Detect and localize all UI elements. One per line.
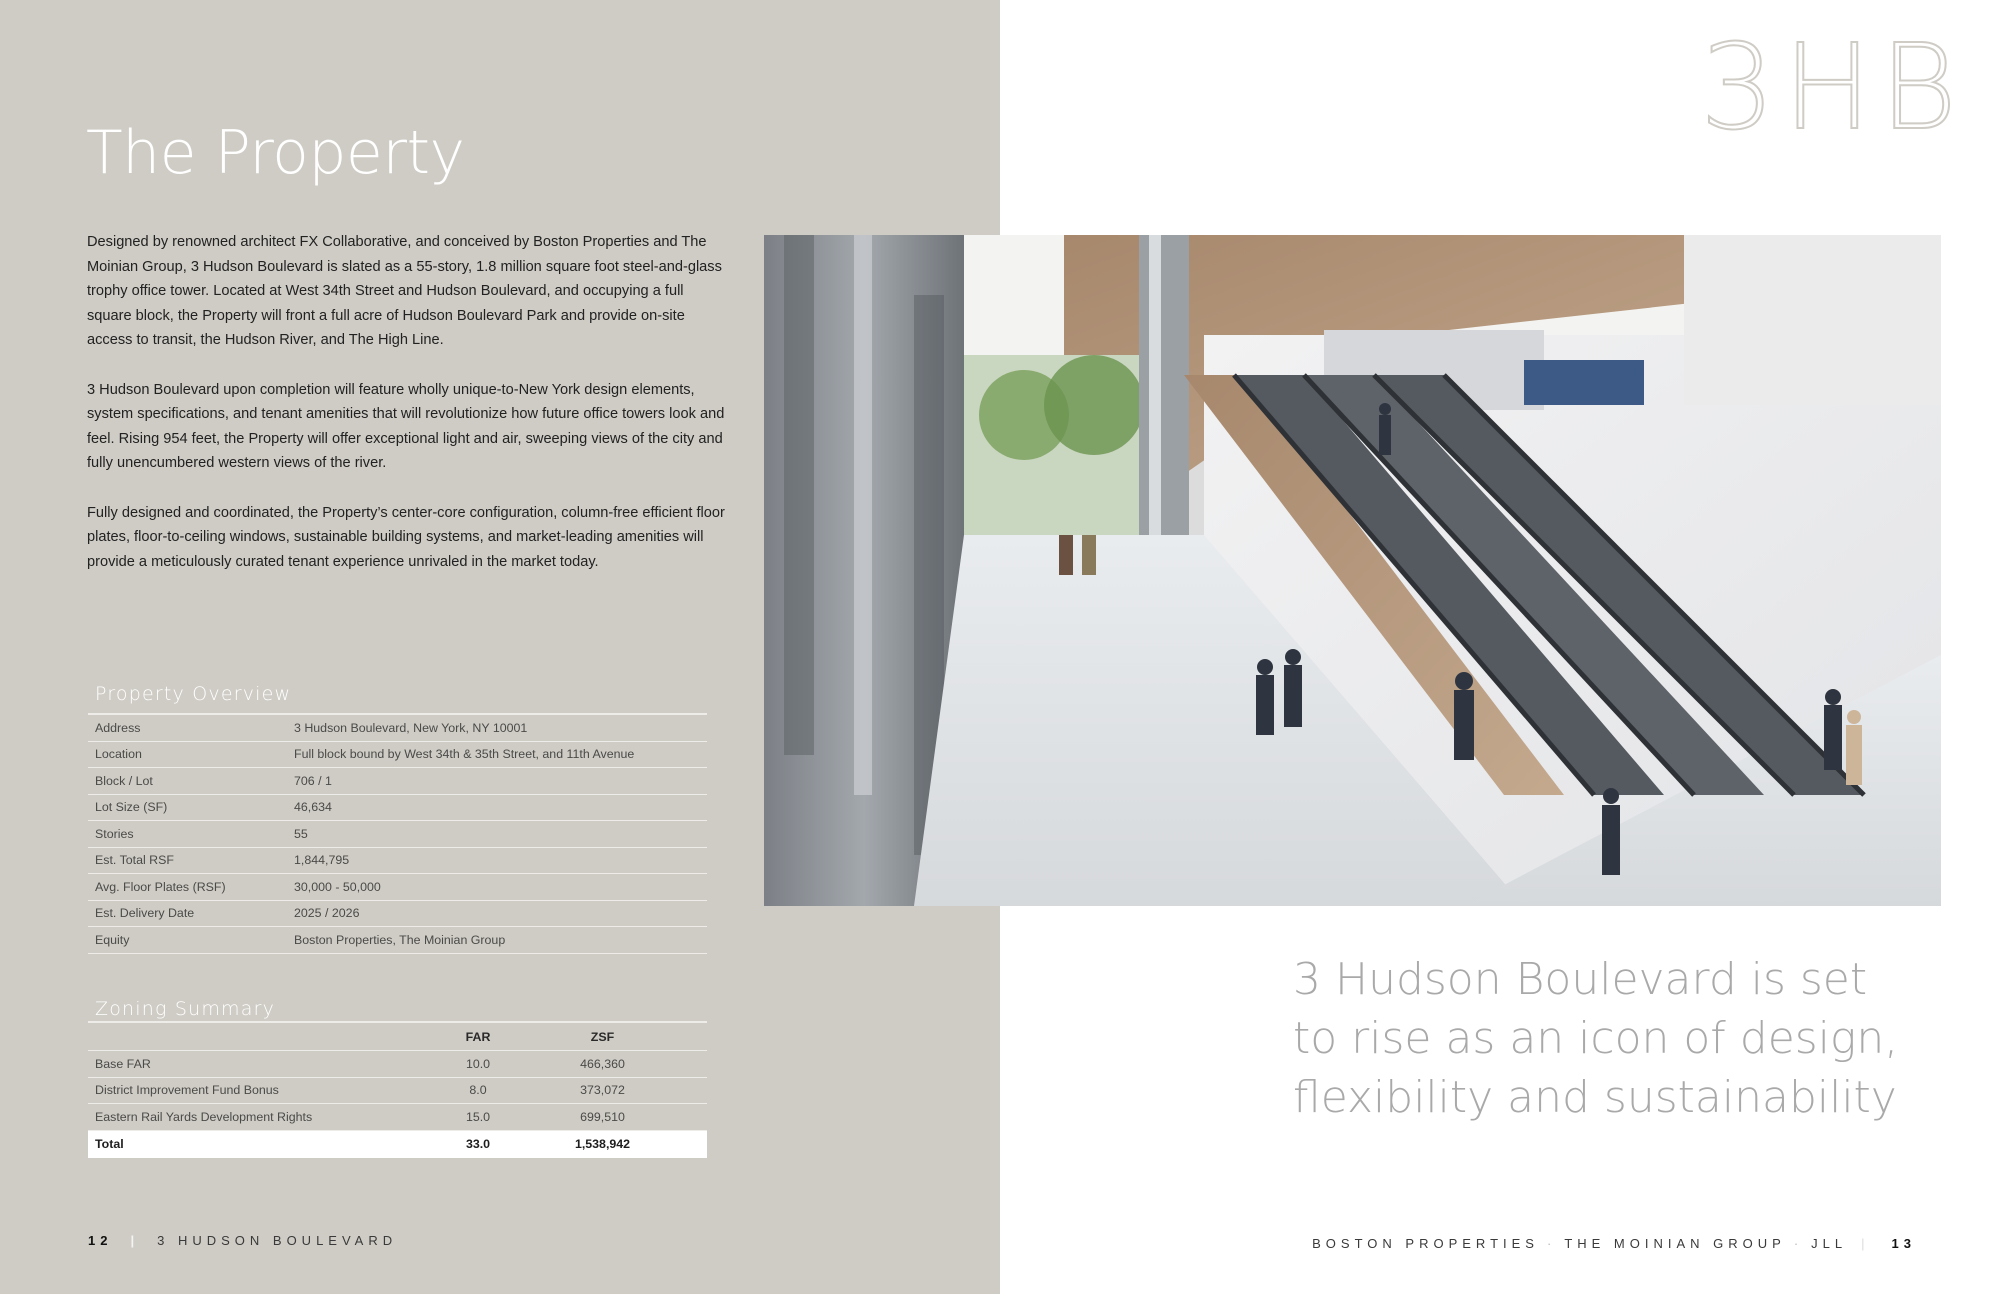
table-row xyxy=(88,768,707,795)
total-label: Total xyxy=(95,1137,124,1151)
row-far: 15.0 xyxy=(465,1109,491,1124)
table-row xyxy=(88,927,707,954)
tagline: 3 Hudson Boulevard is set to rise as an icon of design, flexibility and sustainability xyxy=(1293,954,1899,1123)
table-header-row xyxy=(88,1023,707,1051)
table-row xyxy=(88,742,707,769)
right-footer xyxy=(1312,1236,1916,1251)
table-total-row xyxy=(88,1131,707,1158)
table-row xyxy=(88,1078,707,1105)
row-label: District Improvement Fund Bonus xyxy=(95,1083,279,1098)
partner-jll: JLL xyxy=(1811,1236,1848,1251)
row-value: Boston Properties, The Moinian Group xyxy=(294,932,506,947)
table-row xyxy=(88,1104,707,1131)
table-row xyxy=(88,901,707,928)
zoning-summary-heading: Zoning Summary xyxy=(95,998,276,1020)
row-label: Avg. Floor Plates (RSF) xyxy=(95,879,226,894)
lobby-illustration xyxy=(764,235,1941,906)
footer-dot: · xyxy=(1793,1236,1804,1251)
row-label: Eastern Rail Yards Development Rights xyxy=(95,1109,313,1124)
row-zsf: 373,072 xyxy=(580,1083,625,1098)
footer-separator: | xyxy=(1861,1236,1870,1251)
page-title: The Property xyxy=(86,118,465,188)
paragraph-2: 3 Hudson Boulevard upon completion will feature wholly unique-to-New York design elements, system specifications, and tenant amenities that will revolutionize how future office towers look and feel. Rising 954 feet, the Property will offer exceptional light and air, sweeping views of the city and fully unencumbered western views of the river. xyxy=(87,381,725,472)
column-header-far: FAR xyxy=(465,1029,491,1044)
row-label: Est. Total RSF xyxy=(95,853,174,868)
row-value: 30,000 - 50,000 xyxy=(294,879,381,894)
property-overview-table xyxy=(88,713,707,954)
table-row xyxy=(88,821,707,848)
row-label: Est. Delivery Date xyxy=(95,906,195,921)
row-label: Equity xyxy=(95,932,130,947)
row-label: Base FAR xyxy=(95,1056,151,1071)
footer-separator: | xyxy=(130,1233,140,1248)
table-row xyxy=(88,874,707,901)
monogram-logo: 3HB xyxy=(1700,18,1966,156)
page-number: 12 xyxy=(88,1233,113,1248)
row-zsf: 699,510 xyxy=(580,1109,625,1124)
property-overview-heading: Property Overview xyxy=(95,683,292,705)
footer-dot: · xyxy=(1546,1236,1557,1251)
table-row xyxy=(88,795,707,822)
row-label: Lot Size (SF) xyxy=(95,800,168,815)
row-far: 8.0 xyxy=(469,1083,487,1098)
row-label: Stories xyxy=(95,826,134,841)
column-header-zsf: ZSF xyxy=(590,1029,615,1044)
row-value: 46,634 xyxy=(294,800,332,815)
row-value: 706 / 1 xyxy=(294,773,332,788)
total-far: 33.0 xyxy=(465,1137,491,1151)
table-row xyxy=(88,715,707,742)
page-number: 13 xyxy=(1891,1236,1916,1251)
row-zsf: 466,360 xyxy=(580,1056,625,1071)
row-value: 3 Hudson Boulevard, New York, NY 10001 xyxy=(294,720,528,735)
left-footer xyxy=(88,1233,397,1248)
property-description xyxy=(87,230,727,599)
row-label: Address xyxy=(95,720,141,735)
paragraph-3: Fully designed and coordinated, the Property’s center-core configuration, column-free efficient floor plates, floor-to-ceiling windows, sustainable building systems, and market-leading amenities will provide a meticulously curated tenant experience unrivaled in the market today. xyxy=(87,504,725,570)
zoning-summary-table xyxy=(88,1021,707,1158)
table-row xyxy=(88,848,707,875)
footer-title: 3 HUDSON BOULEVARD xyxy=(157,1233,398,1248)
total-zsf: 1,538,942 xyxy=(574,1137,631,1151)
row-value: 2025 / 2026 xyxy=(294,906,360,921)
partner-boston-properties: BOSTON PROPERTIES xyxy=(1312,1236,1539,1251)
row-value: Full block bound by West 34th & 35th Street, and 11th Avenue xyxy=(294,747,635,762)
lobby-rendering-image xyxy=(764,235,1941,906)
partner-moinian-group: THE MOINIAN GROUP xyxy=(1564,1236,1786,1251)
row-label: Block / Lot xyxy=(95,773,153,788)
row-value: 1,844,795 xyxy=(294,853,350,868)
row-label: Location xyxy=(95,747,142,762)
table-row xyxy=(88,1051,707,1078)
row-value: 55 xyxy=(294,826,308,841)
paragraph-1: Designed by renowned architect FX Collaborative, and conceived by Boston Properties and The Moinian Group, 3 Hudson Boulevard is slated as a 55-story, 1.8 million square foot steel-and-glass trophy office tower. Located at West 34th Street and Hudson Boulevard, and occupying a full square block, the Property will front a full acre of Hudson Boulevard Park and provide on-site access to transit, the Hudson River, and The High Line. xyxy=(87,234,722,349)
row-far: 10.0 xyxy=(465,1056,491,1071)
